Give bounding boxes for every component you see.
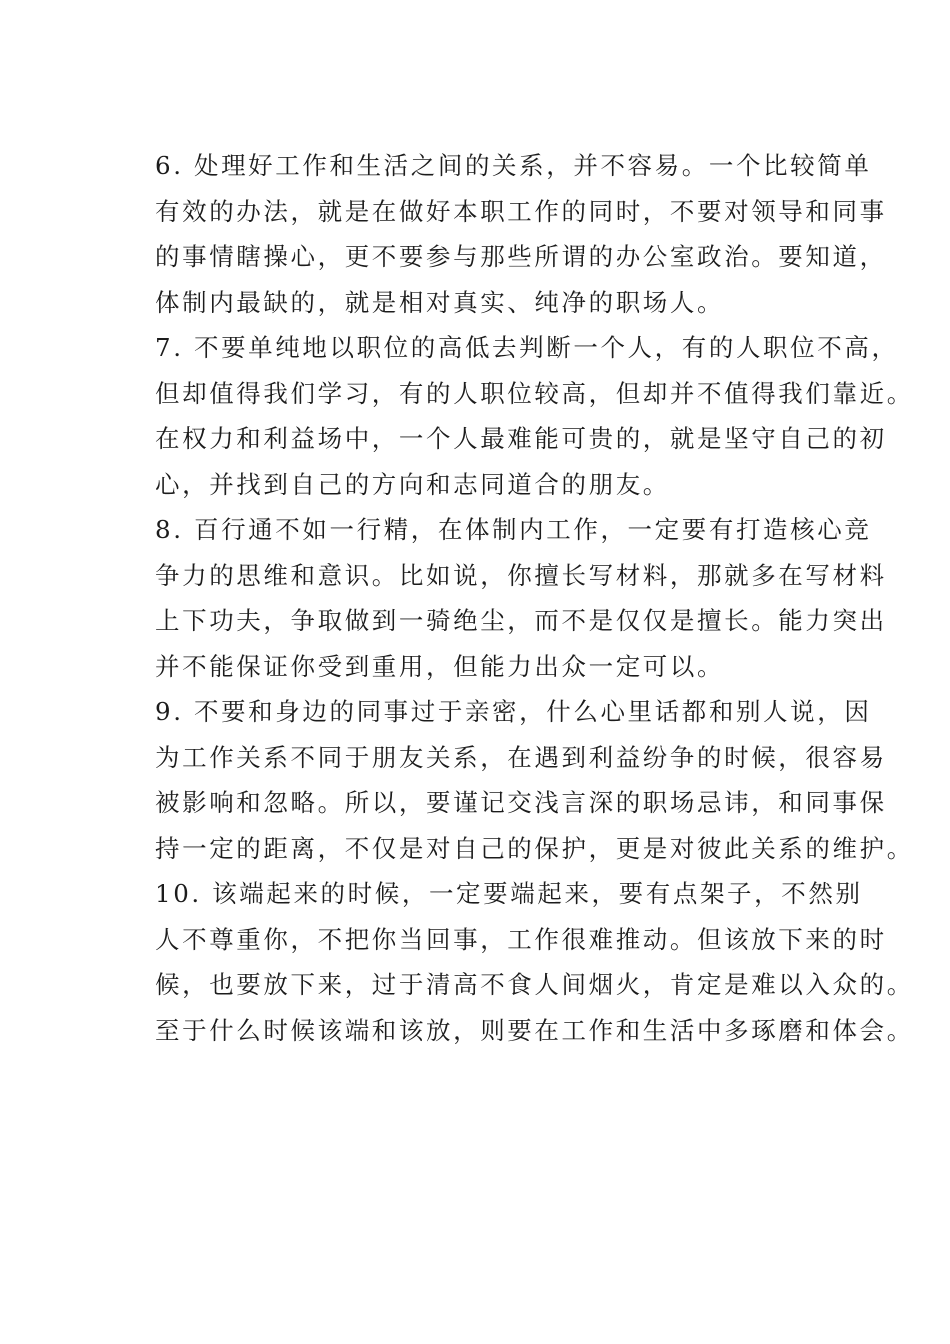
- paragraph-line: 体制内最缺的，就是相对真实、纯净的职场人。: [155, 287, 725, 317]
- paragraph-line: 7. 不要单纯地以职位的高低去判断一个人，有的人职位不高，: [155, 333, 899, 362]
- paragraph-8: [118, 507, 887, 689]
- paragraph-line: 在权力和利益场中，一个人最难能可贵的，就是坚守自己的初: [155, 424, 887, 453]
- paragraph-line: 10. 该端起来的时候，一定要端起来，要有点架子，不然别: [155, 879, 863, 908]
- paragraph-line: 并不能保证你受到重用，但能力出众一定可以。: [155, 651, 725, 681]
- paragraph-line: 被影响和忽略。所以，要谨记交浅言深的职场忌讳，和同事保: [155, 788, 887, 817]
- paragraph-line: 的事情瞎操心，更不要参与那些所谓的办公室政治。要知道，: [155, 242, 887, 271]
- paragraph-line: 8. 百行通不如一行精，在体制内工作，一定要有打造核心竞: [155, 515, 872, 544]
- paragraph-6: [118, 143, 887, 325]
- paragraph-line: 人不尊重你，不把你当回事，工作很难推动。但该放下来的时: [155, 924, 887, 954]
- paragraph-line: 6. 处理好工作和生活之间的关系，并不容易。一个比较简单: [155, 151, 872, 180]
- paragraph-line: 至于什么时候该端和该放，则要在工作和生活中多琢磨和体会。: [155, 1015, 914, 1045]
- paragraph-9: [118, 689, 914, 871]
- paragraph-10: [118, 871, 914, 1053]
- paragraph-line: 心，并找到自己的方向和志同道合的朋友。: [155, 469, 670, 499]
- paragraph-line: 候，也要放下来，过于清高不食人间烟火，肯定是难以入众的。: [155, 970, 914, 999]
- paragraph-line: 上下功夫，争取做到一骑绝尘，而不是仅仅是擅长。能力突出: [155, 606, 887, 635]
- paragraph-line: 有效的办法，就是在做好本职工作的同时，不要对领导和同事: [155, 196, 887, 226]
- paragraph-line: 为工作关系不同于朋友关系，在遇到利益纷争的时候，很容易: [155, 742, 887, 772]
- paragraph-line: 9. 不要和身边的同事过于亲密，什么心里话都和别人说，因: [155, 697, 872, 726]
- paragraph-line: 持一定的距离，不仅是对自己的保护，更是对彼此关系的维护。: [155, 833, 914, 863]
- paragraph-line: 但却值得我们学习，有的人职位较高，但却并不值得我们靠近。: [155, 378, 914, 408]
- document-body: [118, 143, 914, 1053]
- paragraph-line: 争力的思维和意识。比如说，你擅长写材料，那就多在写材料: [155, 560, 887, 590]
- paragraph-7: [118, 325, 914, 507]
